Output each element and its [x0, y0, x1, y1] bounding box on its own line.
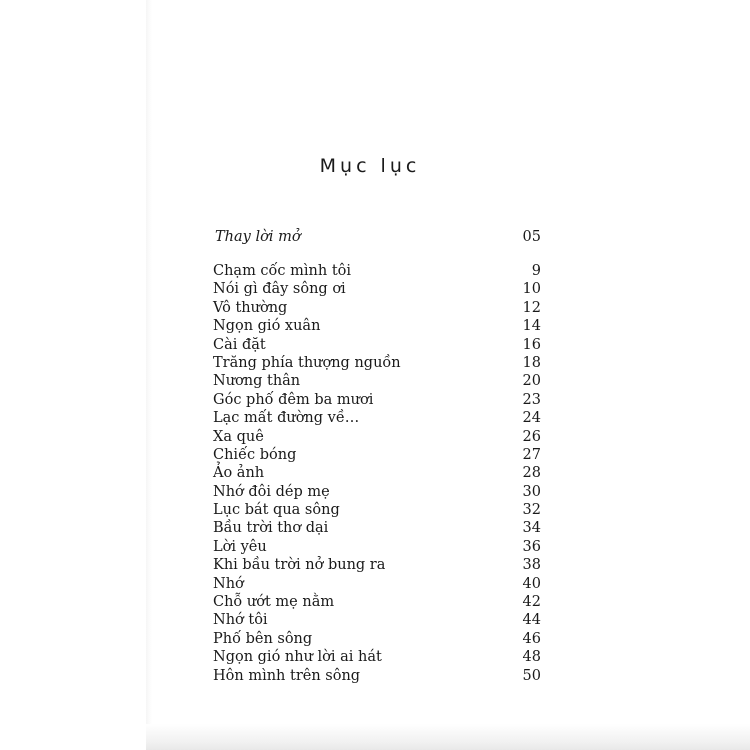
toc-entry-page: 23	[522, 391, 541, 408]
toc-preface-page: 05	[522, 229, 541, 245]
toc-entry-page: 18	[522, 354, 541, 371]
toc-entry-label: Vô thường	[213, 299, 288, 316]
toc-entry	[213, 630, 541, 648]
toc-entry	[213, 667, 541, 685]
toc-entry-label: Lạc mất đường về…	[213, 410, 360, 427]
toc-entry	[213, 446, 541, 464]
toc-entry-label: Chạm cốc mình tôi	[213, 263, 352, 279]
toc-entry-label: Nương thân	[213, 373, 301, 390]
toc-entry	[213, 317, 541, 335]
toc-entry-page: 26	[522, 428, 541, 445]
toc-entry-label: Bầu trời thơ dại	[213, 520, 329, 537]
toc-preface-label: Thay lời mở	[215, 229, 301, 245]
toc-entry-page: 50	[522, 667, 541, 684]
toc-entry	[213, 501, 541, 519]
toc-entry-label: Lục bát qua sông	[213, 502, 340, 519]
toc-entry	[213, 538, 541, 556]
toc-preface-row	[215, 226, 541, 248]
toc-entry-page: 27	[522, 446, 541, 463]
toc-entry	[213, 611, 541, 629]
toc-entry-label: Chiếc bóng	[213, 446, 297, 463]
toc-entry	[213, 464, 541, 482]
toc-entry	[213, 354, 541, 372]
toc-entry-label: Phố bên sông	[213, 630, 313, 647]
toc-entry	[213, 336, 541, 354]
toc-entry-label: Nhớ	[213, 575, 244, 592]
toc-entry-page: 40	[522, 575, 541, 592]
toc-entry-page: 34	[522, 520, 541, 537]
toc-entry-label: Hôn mình trên sông	[213, 667, 361, 684]
toc-entry-label: Nói gì đây sông ơi	[213, 281, 346, 298]
toc-title: Mục lục	[319, 155, 421, 177]
toc-entry-page: 20	[522, 373, 541, 390]
toc-entry-label: Xa quê	[213, 428, 264, 445]
toc-entry	[213, 593, 541, 611]
toc-entry	[213, 483, 541, 501]
toc-entry-page: 36	[522, 538, 541, 555]
toc-entry	[213, 299, 541, 317]
toc-entry-page: 10	[522, 281, 541, 298]
toc-entry-label: Khi bầu trời nở bung ra	[213, 557, 386, 574]
toc-entry-page: 28	[522, 465, 541, 482]
toc-entry-page: 12	[522, 299, 541, 316]
toc-entry	[213, 556, 541, 574]
toc-entry	[213, 280, 541, 298]
toc-entry-label: Cài đặt	[213, 336, 266, 353]
toc-entry-label: Ngọn gió như lời ai hát	[213, 649, 382, 666]
toc-entry-label: Ngọn gió xuân	[213, 318, 321, 335]
toc-entry-label: Chỗ ướt mẹ nằm	[213, 594, 335, 611]
toc-entry-page: 46	[522, 630, 541, 647]
toc-entry-label: Nhớ đôi dép mẹ	[213, 483, 330, 500]
toc-entry-page: 42	[522, 594, 541, 611]
toc-entry-label: Ảo ảnh	[213, 465, 265, 482]
toc-entry	[213, 409, 541, 427]
toc-entry-page: 16	[522, 336, 541, 353]
toc-entry-label: Góc phố đêm ba mươi	[213, 391, 374, 408]
toc-entry-page: 9	[531, 263, 541, 279]
toc-entry-page: 24	[522, 410, 541, 427]
toc-entry-page: 38	[522, 557, 541, 574]
toc-entry-label: Lời yêu	[213, 538, 267, 555]
toc-entry-label: Nhớ tôi	[213, 612, 268, 629]
toc-entry	[213, 519, 541, 537]
toc-entry-page: 48	[522, 649, 541, 666]
toc-entry	[213, 262, 541, 280]
toc-entry	[213, 575, 541, 593]
toc-entry-page: 44	[522, 612, 541, 629]
toc-entry-label: Trăng phía thượng nguồn	[213, 354, 401, 371]
paper-bottom-shadow	[146, 724, 750, 750]
toc-entry-page: 30	[522, 483, 541, 500]
toc-entry	[213, 428, 541, 446]
toc-entry	[213, 391, 541, 409]
toc-entry-list	[213, 262, 541, 685]
toc-entry-page: 14	[522, 318, 541, 335]
toc-entry	[213, 372, 541, 390]
toc-entry	[213, 648, 541, 666]
toc-entry-page: 32	[522, 502, 541, 519]
